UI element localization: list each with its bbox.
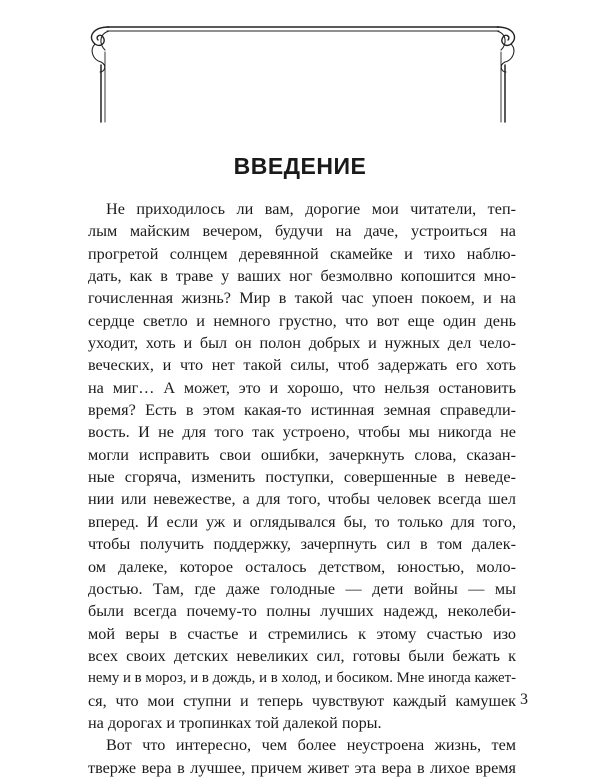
text-line: Вот что интересно, чем более неустроена жизнь, тем bbox=[106, 736, 516, 755]
text-line: вость. И не для того так устроено, чтобы мы никогда не bbox=[88, 423, 516, 442]
text-line: ся, что мои ступни и теперь чувствуют каждый камушек bbox=[88, 691, 516, 710]
text-line: на дорогах и тропинках той далекой поры. bbox=[88, 713, 382, 732]
text-line: чтобы получить поддержку, зачерпнуть сил в том далек- bbox=[88, 535, 516, 554]
text-line: вперед. И если уж и оглядывался бы, то только для того, bbox=[88, 512, 516, 531]
text-line: на миг… А может, это и хорошо, что нельзя остановить bbox=[88, 378, 516, 397]
text-line: ные сгоряча, изменить поступки, совершенные в неведе- bbox=[88, 468, 516, 487]
text-line: всех своих детских невеликих сил, готовы были бежать к bbox=[88, 646, 516, 665]
page-number: 3 bbox=[520, 691, 528, 708]
text-line: тверже вера в лучшее, причем живет эта вера в лихое время bbox=[88, 758, 516, 777]
text-line: прогретой солнцем деревянной скамейке и тихо наблю- bbox=[88, 244, 516, 263]
text-line: сердце светло и немного грустно, что вот еще один день bbox=[88, 311, 516, 330]
text-line: нии или невежестве, а для того, чтобы человек всегда шел bbox=[88, 490, 516, 509]
text-line: были всегда почему-то полны лучших надежд, неколеби- bbox=[88, 602, 516, 621]
text-line: достью. Там, где даже голодные — дети войны — мы bbox=[88, 579, 516, 598]
text-line: мой веры в счастье и стремились к этому счастью изо bbox=[88, 624, 516, 643]
text-line: веческих, и что нет такой силы, чтоб задержать его хоть bbox=[88, 356, 516, 375]
chapter-header-ornament bbox=[85, 10, 521, 125]
text-line: уходит, хоть и был он полон добрых и нужных дел чело- bbox=[88, 334, 516, 353]
text-line: гочисленная жизнь? Мир в такой час упоен покоем, и на bbox=[88, 289, 516, 308]
chapter-title: ВВЕДЕНИЕ bbox=[233, 153, 367, 179]
text-line: могли исправить свои ошибки, зачеркнуть слова, сказан- bbox=[88, 445, 516, 464]
text-line: время? Есть в этом какая-то истинная земная справедли- bbox=[88, 401, 516, 420]
text-line: Не приходилось ли вам, дорогие мои читатели, теп- bbox=[106, 200, 516, 218]
text-line: дать, как в траве у ваших ног безмолвно копошится мно- bbox=[88, 267, 516, 286]
text-line: нему и в мороз, и в дождь, и в холод, и босиком. Мне иногда кажет- bbox=[88, 670, 516, 687]
text-line: ом далеке, которое осталось детством, юностью, моло- bbox=[88, 557, 516, 576]
text-line: лым майским вечером, будучи на даче, устроиться на bbox=[88, 222, 516, 241]
